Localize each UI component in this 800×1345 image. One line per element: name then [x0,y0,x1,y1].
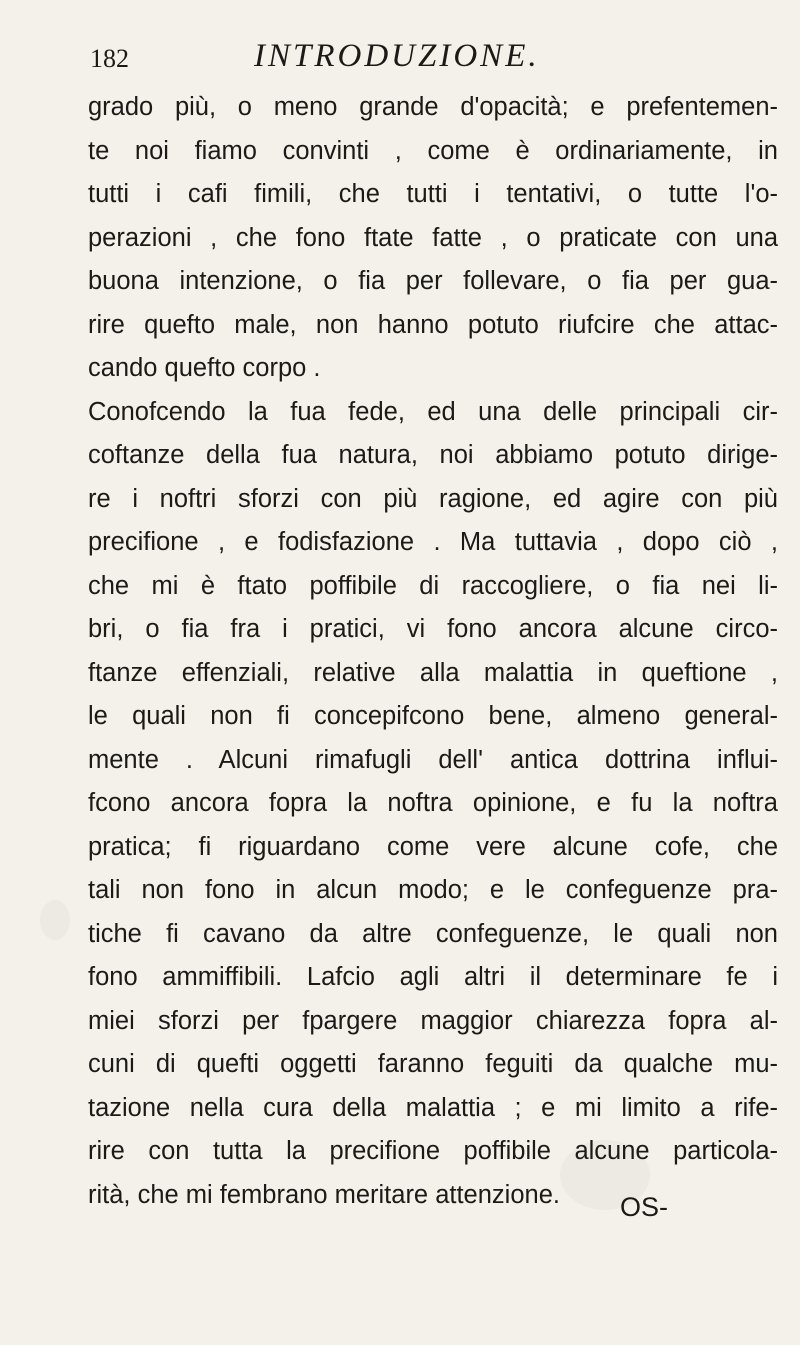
text-line: tazione nella cura della malattia ; e mi limito a rife- [88,1093,778,1122]
running-header [88,38,768,88]
text-line: grado più, o meno grande d'opacità; e prefentemen- [88,93,778,121]
text-line: ftanze effenziali, relative alla malattia in queftione , [88,658,778,687]
text-line: le quali non fi concepifcono bene, almeno general- [88,702,778,730]
text-line: pratica; fi riguardano come vere alcune cofe, che [88,832,778,861]
text-line: cuni di quefti oggetti faranno feguiti da qualche mu- [88,1050,778,1078]
catchword: OS- [620,1192,669,1222]
text-line: re i noftri sforzi con più ragione, ed agire con più [88,484,778,513]
text-line: tutti i cafi fimili, che tutti i tentativi, o tutte l'o- [88,180,778,208]
text-line: perazioni , che fono ftate fatte , o praticate con una [88,223,778,252]
paragraph-1 [88,86,778,391]
page-number: 182 [90,44,129,73]
text-line: coftanze della fua natura, noi abbiamo potuto dirige- [88,441,778,469]
text-line: tali non fono in alcun modo; e le confeguenze pra- [88,876,778,904]
text-line: che mi è ftato poffibile di raccogliere, o fia nei li- [88,571,778,600]
text-line: fono ammiffibili. Lafcio agli altri il determinare fe i [88,963,778,991]
text-line: miei sforzi per fpargere maggior chiarezza fopra al- [88,1006,778,1035]
body-text [88,86,778,1217]
text-line: mente . Alcuni rimafugli dell' antica dottrina influi- [88,745,778,774]
text-line: fcono ancora fopra la noftra opinione, e fu la noftra [88,789,778,817]
text-line: Conofcendo la fua fede, ed una delle principali cir- [88,397,778,426]
running-title: INTRODUZIONE. [254,38,540,74]
text-line: buona intenzione, o fia per follevare, o fia per gua- [88,267,778,295]
text-line: cando quefto corpo . [88,354,321,382]
paper-stain [40,900,70,940]
text-line: tiche fi cavano da altre confeguenze, le quali non [88,919,778,948]
text-line: te noi fiamo convinti , come è ordinariamente, in [88,136,778,165]
text-line: bri, o fia fra i pratici, vi fono ancora alcune circo- [88,615,778,643]
text-line: rire quefto male, non hanno potuto riufcire che attac- [88,310,778,339]
text-line: precifione , e fodisfazione . Ma tuttavia , dopo ciò , [88,528,778,556]
text-line: rire con tutta la precifione poffibile alcune particola- [88,1137,778,1165]
text-line: rità, che mi fembrano meritare attenzione. [88,1180,560,1209]
paragraph-2 [88,391,778,1218]
